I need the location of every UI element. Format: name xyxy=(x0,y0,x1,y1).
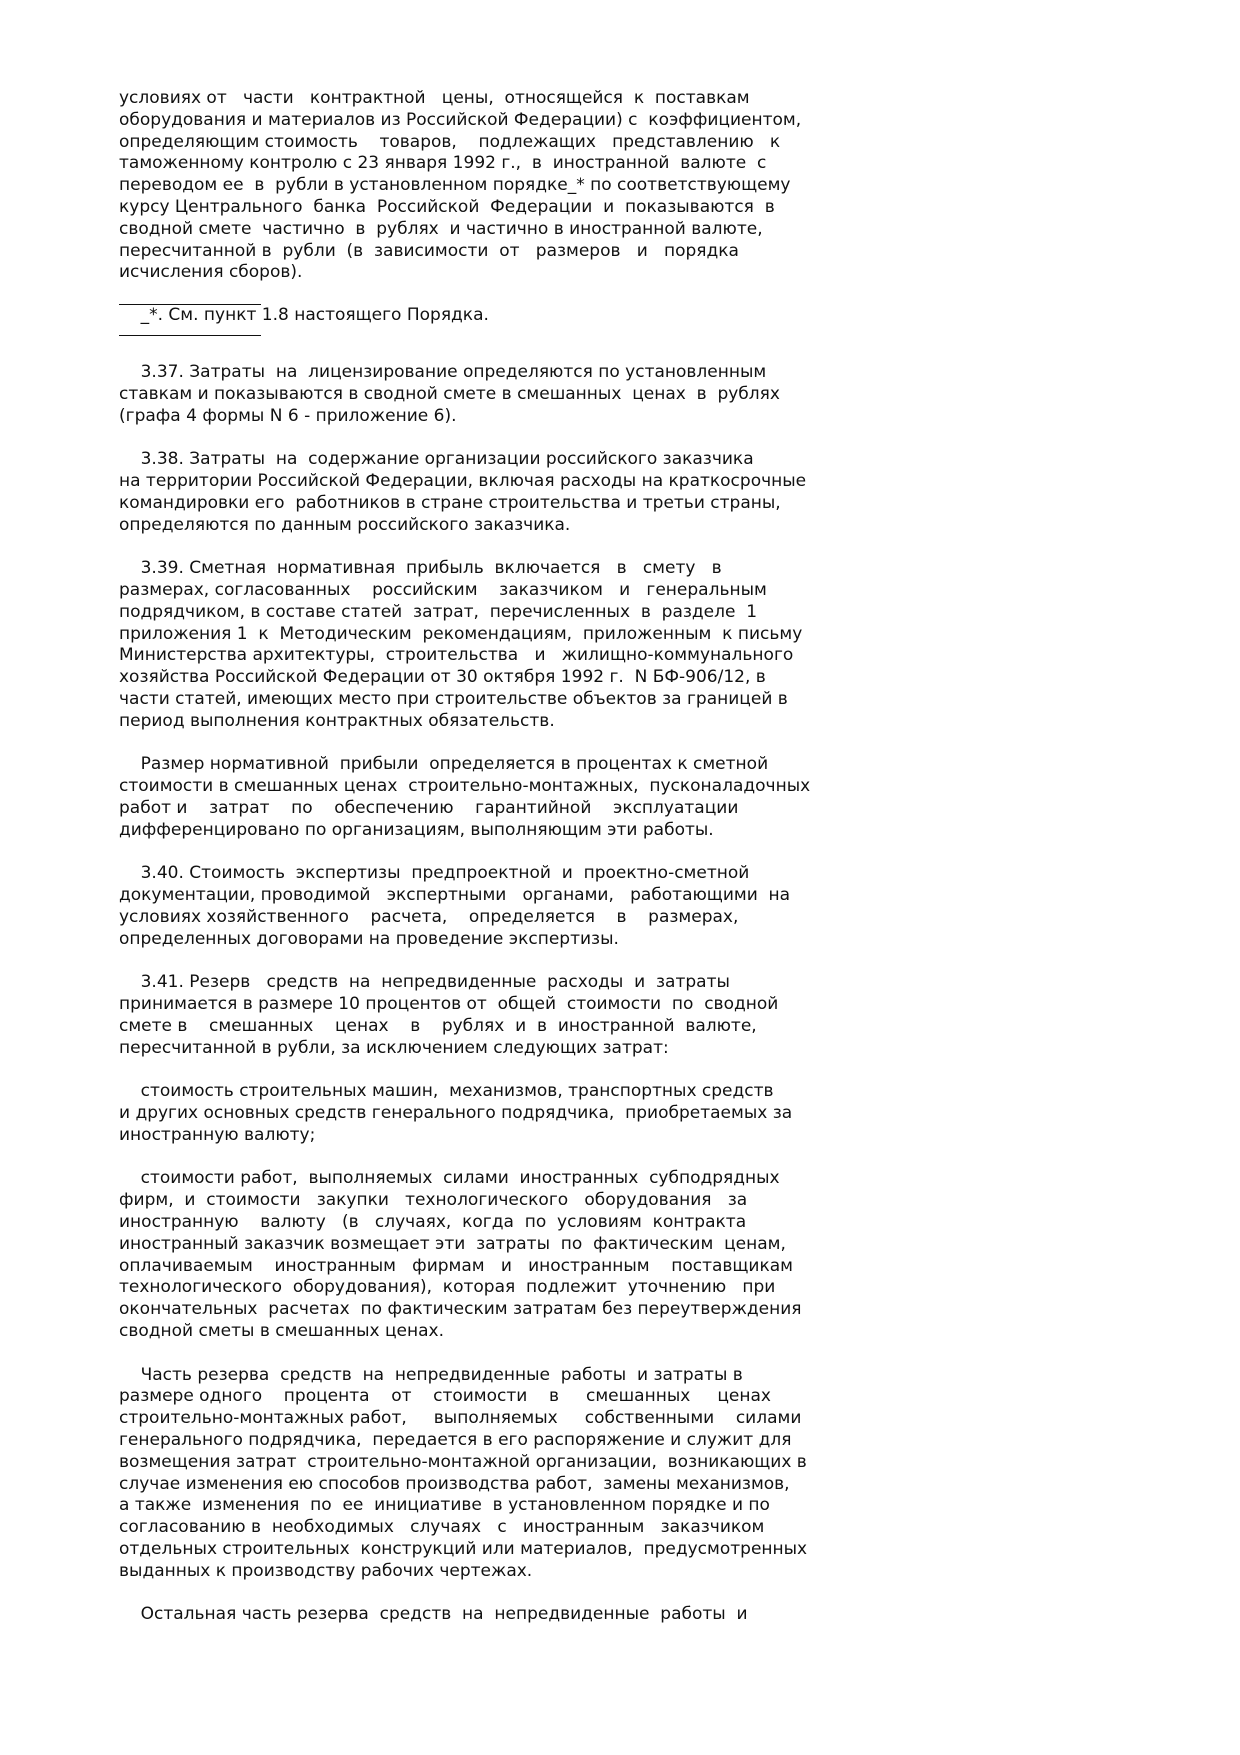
text-line: оборудования и материалов из Российской Федерации) с коэффициентом, xyxy=(119,109,802,130)
text-line: строительно-монтажных работ, выполняемых собственными силами xyxy=(119,1408,802,1429)
text-line: переводом ее в рубли в установленном порядке_* по соответствующему xyxy=(119,175,791,196)
text-line: определенных договорами на проведение экспертизы. xyxy=(119,928,619,949)
text-line: размерах, согласованных российским заказчиком и генеральным xyxy=(119,579,767,600)
text-line: окончательных расчетах по фактическим затратам без переутверждения xyxy=(119,1299,802,1320)
text-line: размере одного процента от стоимости в смешанных ценах xyxy=(119,1386,771,1407)
text-line: условиях от части контрактной цены, относящейся к поставкам xyxy=(119,88,750,108)
text-line: выданных к производству рабочих чертежах. xyxy=(119,1560,533,1581)
text-line: таможенному контролю с 23 января 1992 г., в иностранной валюте с xyxy=(119,153,767,174)
text-line: 3.41. Резерв средств на непредвиденные расходы и затраты xyxy=(119,972,730,993)
text-line: определяющим стоимость товаров, подлежащих представлению к xyxy=(119,131,781,152)
text-line: 3.38. Затраты на содержание организации российского заказчика xyxy=(119,449,754,470)
text-line: ставкам и показываются в сводной смете в смешанных ценах в рублях xyxy=(119,383,780,404)
text-line: стоимости в смешанных ценах строительно-монтажных, пусконаладочных xyxy=(119,776,811,797)
text-line: фирм, и стоимости закупки технологического оборудования за xyxy=(119,1190,748,1211)
text-line: возмещения затрат строительно-монтажной организации, возникающих в xyxy=(119,1451,807,1472)
text-line: генерального подрядчика, передается в его распоряжение и служит для xyxy=(119,1430,792,1451)
document-page xyxy=(119,88,899,1626)
text-line: на территории Российской Федерации, включая расходы на краткосрочные xyxy=(119,470,807,491)
text-line: 3.39. Сметная нормативная прибыль включается в смету в xyxy=(119,558,722,579)
text-line: согласованию в необходимых случаях с иностранным заказчиком xyxy=(119,1517,765,1538)
text-line: 3.40. Стоимость экспертизы предпроектной и проектно-сметной xyxy=(119,863,750,884)
text-line: командировки его работников в стране строительства и третьи страны, xyxy=(119,492,781,513)
text-line: работ и затрат по обеспечению гарантийной эксплуатации xyxy=(119,797,739,818)
text-line: стоимости работ, выполняемых силами иностранных субподрядных xyxy=(119,1168,780,1189)
text-line: Размер нормативной прибыли определяется в процентах к сметной xyxy=(119,754,769,775)
paragraph-3-38 xyxy=(119,449,899,536)
text-line: определяются по данным российского заказчика. xyxy=(119,514,571,535)
paragraph-3-37 xyxy=(119,362,899,427)
text-line: случае изменения ею способов производства работ, замены механизмов, xyxy=(119,1473,790,1494)
text-line: пересчитанной в рубли, за исключением следующих затрат: xyxy=(119,1037,669,1058)
text-line: сводной смете частично в рублях и частично в иностранной валюте, xyxy=(119,218,763,239)
paragraph-3-41 xyxy=(119,972,899,1059)
text-line: Часть резерва средств на непредвиденные работы и затраты в xyxy=(119,1364,743,1385)
text-line: части статей, имеющих место при строительстве объектов за границей в xyxy=(119,688,788,709)
text-line: приложения 1 к Методическим рекомендациям, приложенным к письму xyxy=(119,623,803,644)
text-line: период выполнения контрактных обязательств. xyxy=(119,710,555,731)
paragraph-profit xyxy=(119,754,899,841)
text-line: Остальная часть резерва средств на непредвиденные работы и xyxy=(119,1604,748,1625)
text-line: курсу Центрального банка Российской Федерации и показываются в xyxy=(119,196,775,217)
text-line: оплачиваемым иностранным фирмам и иностранным поставщикам xyxy=(119,1255,793,1276)
text-line: пересчитанной в рубли (в зависимости от размеров и порядка xyxy=(119,240,739,261)
footnote-text: _*. См. пункт 1.8 настоящего Порядка. xyxy=(119,305,489,326)
paragraph-3-39 xyxy=(119,558,899,732)
paragraph-reserve-part xyxy=(119,1365,899,1583)
text-line: Министерства архитектуры, строительства и жилищно-коммунального xyxy=(119,645,794,666)
text-line: документации, проводимой экспертными органами, работающими на xyxy=(119,885,791,906)
text-line: подрядчиком, в составе статей затрат, перечисленных в разделе 1 xyxy=(119,601,758,622)
text-line: иностранную валюту (в случаях, когда по условиям контракта xyxy=(119,1212,747,1233)
text-line: иностранный заказчик возмещает эти затраты по фактическим ценам, xyxy=(119,1233,786,1254)
paragraph-intro xyxy=(119,88,899,284)
text-line: (графа 4 формы N 6 - приложение 6). xyxy=(119,405,457,426)
text-line: смете в смешанных ценах в рублях и в иностранной валюте, xyxy=(119,1015,757,1036)
paragraph-rest xyxy=(119,1604,899,1626)
text-line: отдельных строительных конструкций или материалов, предусмотренных xyxy=(119,1539,808,1559)
text-line: хозяйства Российской Федерации от 30 октября 1992 г. N БФ-906/12, в xyxy=(119,667,766,688)
text-line: 3.37. Затраты на лицензирование определяются по установленным xyxy=(119,361,767,382)
paragraph-works xyxy=(119,1168,899,1342)
text-line: и других основных средств генерального подрядчика, приобретаемых за xyxy=(119,1103,793,1124)
text-line: принимается в размере 10 процентов от общей стоимости по сводной xyxy=(119,994,779,1015)
text-line: сводной сметы в смешанных ценах. xyxy=(119,1321,445,1342)
text-line: а также изменения по ее инициативе в установленном порядке и по xyxy=(119,1495,770,1516)
paragraph-3-40 xyxy=(119,863,899,950)
text-line: дифференцировано по организациям, выполняющим эти работы. xyxy=(119,819,714,840)
paragraph-machines xyxy=(119,1081,899,1146)
text-line: технологического оборудования), которая подлежит уточнению при xyxy=(119,1277,776,1298)
text-line: исчисления сборов). xyxy=(119,262,303,283)
footnote-block xyxy=(119,304,899,336)
text-line: условиях хозяйственного расчета, определяется в размерах, xyxy=(119,906,739,927)
text-line: иностранную валюту; xyxy=(119,1124,316,1145)
text-line: стоимость строительных машин, механизмов, транспортных средств xyxy=(119,1081,774,1102)
